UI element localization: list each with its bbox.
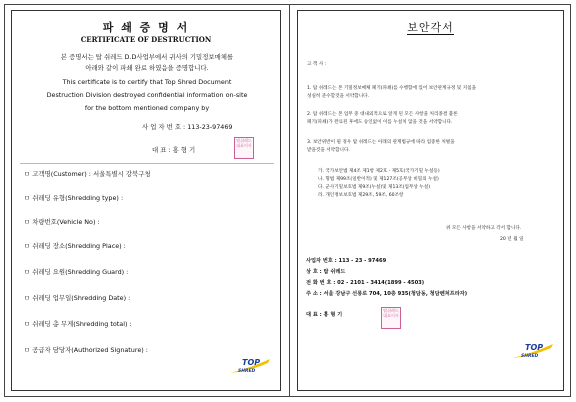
field-shredding-place: ㅁ 쉬레딩 장소(Shredding Place) : (24, 242, 126, 250)
pledge-clause: 받을것을 서약합니다. (307, 148, 350, 153)
field-vehicle-no: ㅁ 차량번호(Vehicle No) : (24, 218, 100, 226)
info-representative: 대 표 : 홍 형 기 (306, 312, 343, 318)
certificate-body-line: Destruction Division destroyed confidential information on-site (46, 91, 248, 99)
company-seal-stamp: 탑쉬레드 대표이사 (381, 307, 401, 329)
business-number: 사 업 자 번 호 : 113-23-97469 (142, 123, 233, 131)
top-shred-logo (511, 341, 555, 361)
pledge-clause: 3. 보안위반이 될 경우 탑 쉬레드는 아래의 관계법규에 따라 엄중한 처벌을 (307, 140, 455, 145)
law-item: 가. 국가보안법 제4조 제1항 제2호 · 제5호(국가기밀 누설등) (318, 169, 440, 174)
addressee: 고 객 사 : (307, 62, 327, 67)
section-divider (20, 163, 274, 164)
field-shredding-type: ㅁ 쉬레딩 유형(Shredding type) : (24, 194, 124, 202)
info-address: 주 소 : 서울 강남구 선릉로 704, 10층 935(청담동, 청담벤처프라자) (306, 291, 468, 297)
security-pledge (297, 10, 564, 391)
representative: 대 표 : 홍 형 기 (152, 146, 196, 154)
logo-word-shred: SHRED (521, 354, 539, 359)
pledge-clause: 폐기(파쇄)가 완료된 후에도 승인없이 이를 누설치 않을 것을 서약합니다. (307, 120, 453, 125)
company-seal-stamp: 탑쉬레드 대표이사 (234, 137, 254, 159)
pledge-clause: 1. 탑 쉬레드는 본 기밀정보매체 폐기(파쇄)를 수행함에 있어 보안관계규정 및 지침을 (307, 86, 477, 91)
field-shredding-total: ㅁ 쉬레딩 총 무게(Shredding total) : (24, 320, 132, 328)
pledge-date: 20 년 월 일 (500, 237, 524, 242)
pledge-title-text: 보안각서 (407, 21, 454, 34)
panel-divider (289, 4, 290, 397)
logo-word-shred: SHRED (238, 369, 256, 374)
certificate-body-line: This certificate is to certify that Top Shred Document (62, 78, 232, 86)
pledge-closing: 위 모든 사항을 서약하고 각서 합니다. (446, 226, 522, 231)
law-item: 다. 군사기밀보호법 제9조(누설)및 제13조(업무상 누설) (318, 185, 430, 190)
certificate-subtitle: CERTIFICATE OF DESTRUCTION (80, 35, 212, 44)
field-shredding-date: ㅁ 쉬레딩 업무일(Shredding Date) : (24, 294, 131, 302)
info-phone: 전 화 번 호 : 02 - 2101 - 3414(1899 - 4503) (306, 280, 425, 286)
info-business-number: 사업자 번호 : 113 - 23 - 97469 (306, 258, 387, 264)
certificate-body-line: 아래와 같이 파쇄 완료 하였음을 증명합니다. (85, 64, 209, 72)
pledge-clause: 성실히 준수할것을 서약합니다. (307, 94, 370, 99)
field-customer: ㅁ 고객명(Customer) : 서울특별시 강북구청 (24, 170, 151, 178)
pledge-title (298, 19, 563, 35)
certificate-of-destruction (11, 10, 281, 391)
law-item: 라. 개인정보보호법 제29조, 59조, 60조항 (318, 193, 404, 198)
certificate-body-line: 본 증명서는 탑 쉬레드 D.D사업부에서 귀사의 기밀정보매체를 (60, 53, 234, 61)
pledge-clause: 2. 탑 쉬레드는 본 업무 중 대내외적으로 알게 된 모든 사항을 처리종결 불론 (307, 112, 458, 117)
certificate-title: 파 쇄 증 명 서 (102, 21, 190, 34)
law-item: 나. 형법 제99조(일반이적) 및 제127조(공무상 비밀의 누설) (318, 177, 439, 182)
field-shredding-guard: ㅁ 쉬레딩 요원(Shredding Guard) : (24, 268, 129, 276)
logo-word-top: TOP (525, 343, 544, 352)
info-company-name: 상 호 : 탑 쉬레드 (306, 269, 346, 275)
top-shred-logo (228, 356, 272, 376)
logo-word-top: TOP (242, 358, 261, 367)
certificate-body-line: for the bottom mentioned company by (84, 104, 210, 112)
field-authorized-signature: ㅁ 공급자 담당자(Authorized Signature) : (24, 346, 148, 354)
